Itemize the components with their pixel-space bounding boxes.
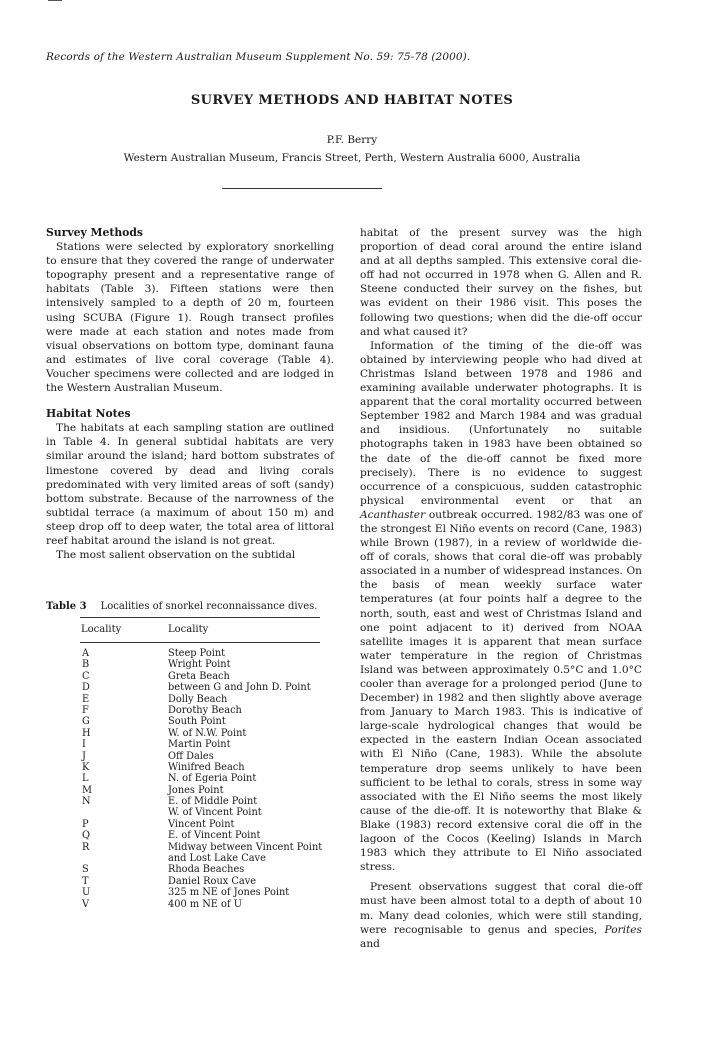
table-row xyxy=(46,830,334,841)
table-cell-locality: Greta Beach xyxy=(168,670,230,682)
table-row xyxy=(46,785,334,796)
table-cell-code: J xyxy=(82,750,86,762)
right-paragraph-2: Information of the timing of the die-off was obtained by interviewing people who had dived at Christmas Island between 1978 and 1986 and examining available underwater photographs. It is apparent that the coral mortality occurred between September 1982 and March 1984 and was gradual and insidious. (Unfortunately no suitable photographs taken in 1983 have been obtained so the date of the die-off cannot be fixed more precisely). There is no evidence to suggest occurrence of a conspicuous, sudden catastrophic physical environmental event or that an Acanthaster outbreak occurred. 1982/83 was one of the strongest El Niño events on record (Cane, 1983) while Brown (1987), in a review of worldwide die-off of corals, shows that coral die-off was probably associated in a number of widespread instances. On the basis of mean weekly surface water temperatures (at four points half a degree to the north, south, east and west of Christmas Island and one point adjacent to it) derived from NOAA satellite images it is apparent that mean surface water temperature in the region of Christmas Island was between approximately 0.5°C and 1.0°C cooler than average for a prolonged period (June to December) in 1982 and then slightly above average from January to March 1983. This is indicative of large-scale hydrological changes that would be expected in the eastern Indian Ocean associated with El Niño (Cane, 1983). While the absolute temperature drop seems unlikely to have been sufficient to be lethal to corals, stress in some way associated with the El Niño seems the most likely cause of the die-off. It is noteworthy that Blake & Blake (1983) record extensive coral die off in the lagoon of the Cocos (Keeling) Islands in March 1983 which they attribute to El Niño associated stress. xyxy=(360,339,642,874)
table-header-locality: Locality xyxy=(168,624,209,635)
table-row xyxy=(46,807,334,818)
table-row xyxy=(46,796,334,807)
table-cell-code: R xyxy=(82,841,90,853)
table-row xyxy=(46,876,334,887)
table-row xyxy=(46,762,334,773)
table-cell-locality: between G and John D. Point xyxy=(168,682,311,694)
table-cell-code: V xyxy=(82,898,90,910)
author-affiliation: Western Australian Museum, Francis Street, Perth, Western Australia 6000, Australia xyxy=(123,152,581,164)
table-cell-code: U xyxy=(82,887,91,899)
table-caption xyxy=(46,600,334,614)
table-row xyxy=(46,751,334,762)
table-cell-locality: W. of N.W. Point xyxy=(168,727,247,739)
table-row xyxy=(46,899,334,910)
table-cell-locality: Dorothy Beach xyxy=(168,704,242,716)
table-cell-locality: Wright Point xyxy=(168,659,231,671)
salient-observation-text: The most salient observation on the subtidal xyxy=(56,549,296,562)
table-cell-locality: and Lost Lake Cave xyxy=(168,853,266,865)
table-caption-text: Localities of snorkel reconnaissance dives. xyxy=(100,601,318,612)
right-paragraph-1: habitat of the present survey was the high proportion of dead coral around the entire island and at all depths sampled. This extensive coral die-off had not occurred in 1978 when G. Allen and R. Steene conducted their survey on the fishes, but was evident on their 1986 visit. This poses the following two questions; when did the die-off occur and what caused it? xyxy=(360,227,642,338)
table-cell-code: C xyxy=(82,670,90,682)
survey-methods-heading: Survey Methods xyxy=(46,226,143,239)
table-row xyxy=(46,648,334,659)
table-row xyxy=(46,773,334,784)
table-cell-locality: 400 m NE of U xyxy=(168,898,242,910)
table-row xyxy=(46,682,334,693)
table-body xyxy=(46,648,334,910)
table-row xyxy=(46,671,334,682)
table-row xyxy=(46,864,334,875)
title-divider xyxy=(222,188,382,189)
habitat-notes-text: The habitats at each sampling station are outlined in Table 4. In general subtidal habitats are very similar around the island; hard bottom substrates of limestone covered by dead and living corals predominated with very limited areas of soft (sandy) bottom substrate. Because of the narrowness of the subtidal terrace (a maximum of about 150 m) and steep drop off to deep water, the total area of littoral reef habitat around the island is not great. xyxy=(46,422,334,547)
table-row xyxy=(46,887,334,898)
table-cell-code: S xyxy=(82,864,89,876)
table-cell-code: H xyxy=(82,727,91,739)
table-cell-code: P xyxy=(82,818,89,830)
table-header-code: Locality xyxy=(81,624,122,635)
table-cell-locality: Vincent Point xyxy=(168,818,235,830)
journal-citation: Records of the Western Australian Museum Supplement No. 59: 75-78 (2000). xyxy=(46,51,471,63)
table-cell-locality: Rhoda Beaches xyxy=(168,864,245,876)
habitat-notes-heading: Habitat Notes xyxy=(46,407,131,421)
table-cell-locality: Midway between Vincent Point xyxy=(168,841,323,853)
page-corner-mark xyxy=(48,0,62,1)
localities-table xyxy=(46,600,334,910)
table-row xyxy=(46,853,334,864)
table-cell-code: L xyxy=(82,773,89,785)
table-cell-code: K xyxy=(82,761,90,773)
table-cell-locality: W. of Vincent Point xyxy=(168,807,262,819)
right-column xyxy=(360,226,642,951)
table-cell-code: B xyxy=(82,659,90,671)
table-cell-code: E xyxy=(82,693,90,705)
table-cell-locality: Jones Point xyxy=(168,784,224,796)
table-cell-locality: Daniel Roux Cave xyxy=(168,875,257,887)
left-column xyxy=(46,226,334,562)
table-cell-code: T xyxy=(82,875,89,887)
table-cell-code: I xyxy=(82,739,86,751)
article-title: SURVEY METHODS AND HABITAT NOTES xyxy=(190,93,514,108)
table-label: Table 3 xyxy=(46,601,87,612)
table-header-rule xyxy=(80,642,320,643)
survey-methods-text: Stations were selected by exploratory snorkelling to ensure that they covered the range of underwater topography present and a representative range of habitats (Table 3). Fifteen stations were then intensively sampled to a depth of 20 m, fourteen using SCUBA (Figure 1). Rough transect profiles were made at each station and notes made from visual observations on bottom type, dominant fauna and estimates of live coral coverage (Table 4). Voucher specimens were collected and are lodged in the Western Australian Museum. xyxy=(46,241,334,395)
table-cell-code: F xyxy=(82,704,89,716)
table-cell-code: D xyxy=(82,682,90,694)
table-cell-code: N xyxy=(82,796,91,808)
table-row xyxy=(46,694,334,705)
table-row xyxy=(46,739,334,750)
table-cell-locality: Martin Point xyxy=(168,739,231,751)
table-row xyxy=(46,728,334,739)
table-cell-locality: Off Dales xyxy=(168,750,214,762)
table-cell-code: Q xyxy=(82,830,91,842)
table-row xyxy=(46,659,334,670)
table-cell-code: M xyxy=(82,784,93,796)
table-cell-locality: 325 m NE of Jones Point xyxy=(168,887,290,899)
table-cell-locality: E. of Vincent Point xyxy=(168,830,261,842)
table-cell-locality: Dolly Beach xyxy=(168,693,228,705)
table-row xyxy=(46,842,334,853)
table-cell-locality: N. of Egeria Point xyxy=(168,773,257,785)
table-cell-code: G xyxy=(82,716,90,728)
right-paragraph-3: Present observations suggest that coral die-off must have been almost total to a depth of about 10 m. Many dead colonies, which were still standing, were recognisable to genus and species, Porites and xyxy=(360,881,642,950)
table-cell-locality: E. of Middle Point xyxy=(168,796,258,808)
table-top-rule xyxy=(80,617,320,618)
table-cell-locality: South Point xyxy=(168,716,226,728)
author-name: P.F. Berry xyxy=(326,134,378,146)
table-cell-locality: Steep Point xyxy=(168,648,226,659)
table-row xyxy=(46,705,334,716)
table-row xyxy=(46,716,334,727)
table-cell-locality: Winifred Beach xyxy=(168,761,245,773)
table-row xyxy=(46,819,334,830)
table-cell-code: A xyxy=(82,648,90,659)
